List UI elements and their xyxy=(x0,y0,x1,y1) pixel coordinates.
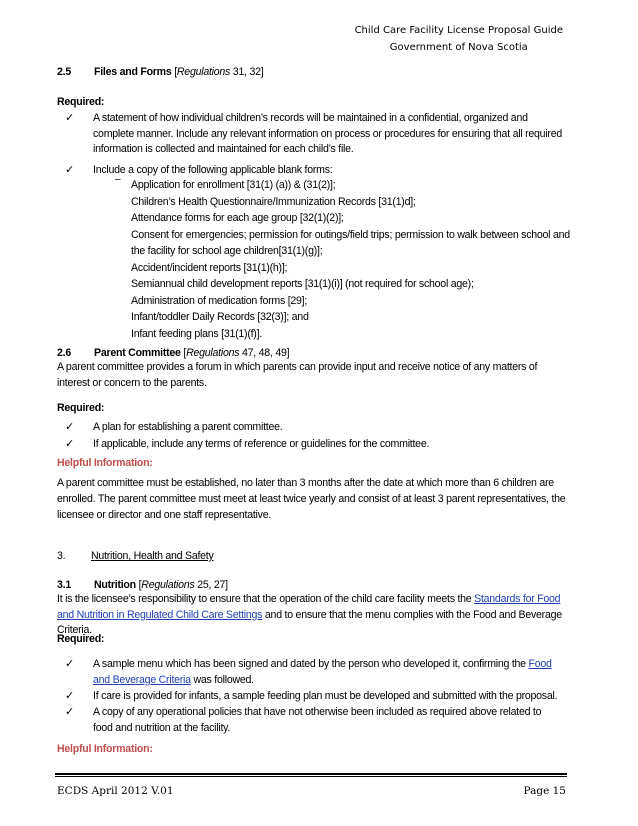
list-item: Accident/incident reports [31(1)(h)]; xyxy=(131,261,288,274)
footer-version: ECDS April 2012 V.01 xyxy=(57,785,174,797)
section-title: Files and Forms xyxy=(94,66,172,78)
bullet-committee-plan: A plan for establishing a parent committee. xyxy=(93,421,283,433)
section-number: 2.5 xyxy=(57,66,71,78)
list-item: Consent for emergencies; permission for outings/field trips; permission to walk between school and the facility for school age children[31(1)(g)]; xyxy=(131,228,570,257)
bullet-text: A sample menu which has been signed and dated by the person who developed it, confirming the xyxy=(93,658,529,670)
parent-committee-intro: A parent committee provides a forum in which parents can provide input and receive notice of any matters of interest or concern to the parents. xyxy=(57,361,538,389)
bullet-sample-menu xyxy=(93,657,563,688)
list-item: Children’s Health Questionnaire/Immunization Records [31(1)d]; xyxy=(131,195,416,208)
parent-committee-helpful-text: A parent committee must be established, no later than 3 months after the date at which more than 6 children are enrolled. The parent committee must meet at least twice yearly and consist of at least 3 parent representatives, the licensee or director and one staff representative. xyxy=(57,477,566,521)
required-label: Required: xyxy=(57,96,105,108)
list-item: Semiannual child development reports [31(1)(i)] (not required for school age); xyxy=(131,278,474,290)
reg-label: Regulations xyxy=(176,66,231,78)
bullet-blank-forms: Include a copy of the following applicable blank forms: xyxy=(93,164,333,176)
page-header xyxy=(355,22,563,56)
intro-text: and to ensure that the menu complies with the Food and Beverage Criteria. xyxy=(57,608,562,636)
footer-rule xyxy=(55,773,567,775)
section-title: Nutrition xyxy=(94,579,136,591)
standards-food-nutrition-link[interactable]: Standards for Food and Nutrition in Regulated Child Care Settings xyxy=(57,593,561,621)
footer-page-number: Page 15 xyxy=(523,785,566,797)
section-number: 3.1 xyxy=(57,579,71,591)
required-label: Required: xyxy=(57,633,105,645)
reg-numbers: 47, 48, 49] xyxy=(239,347,290,359)
reg-bracket: [ xyxy=(183,347,187,359)
required-label: Required: xyxy=(57,402,105,414)
nutrition-intro xyxy=(57,592,572,639)
section-title: Parent Committee xyxy=(94,347,181,359)
helpful-information-label: Helpful Information: xyxy=(57,743,153,755)
bullet-records-statement: A statement of how individual children’s records will be maintained in a confidential, organized and complete manner. Include any relevant information on process or procedures for ensuring that all required information is collected and maintained for each child’s file. xyxy=(93,112,562,155)
bullet-infant-feeding-plan: If care is provided for infants, a sample feeding plan must be developed and submitted with the proposal. xyxy=(93,690,558,702)
section-number: 2.6 xyxy=(57,347,71,359)
forms-list xyxy=(131,177,571,342)
footer-rule-thin xyxy=(55,776,567,777)
helpful-information-label: Helpful Information: xyxy=(57,457,153,469)
header-subtitle: Government of Nova Scotia xyxy=(389,42,528,53)
reg-bracket: [ xyxy=(174,66,177,78)
reg-label: Regulations xyxy=(186,347,240,359)
checkmark-icon: ✓ xyxy=(65,438,75,450)
checkmark-icon: ✓ xyxy=(65,658,75,670)
list-item: Infant feeding plans [31(1)(f)]. xyxy=(131,327,262,340)
reg-numbers: 25, 27] xyxy=(194,579,228,591)
bullet-operational-policies: A copy of any operational policies that have not otherwise been included as required above related to food and nutrition at the facility. xyxy=(93,706,542,734)
bullet-text: was followed. xyxy=(190,673,254,686)
dash-marker: – xyxy=(115,174,121,185)
section-number: 3. xyxy=(57,550,66,562)
checkmark-icon: ✓ xyxy=(65,164,75,176)
reg-label: Regulations xyxy=(141,579,195,591)
list-item: Attendance forms for each age group [32(1)(2)]; xyxy=(131,212,344,224)
checkmark-icon: ✓ xyxy=(65,706,75,718)
checkmark-icon: ✓ xyxy=(65,112,75,124)
section-2-5-heading xyxy=(57,65,263,81)
reg-numbers: 31, 32] xyxy=(230,66,264,78)
section-3-heading xyxy=(57,549,214,565)
bullet-terms-of-reference: If applicable, include any terms of reference or guidelines for the committee. xyxy=(93,438,430,450)
list-item: Application for enrollment [31(1) (a)) & (31(2)]; xyxy=(131,179,336,191)
intro-text: It is the licensee’s responsibility to ensure that the operation of the child care facility meets the xyxy=(57,593,475,605)
checkmark-icon: ✓ xyxy=(65,421,75,433)
reg-bracket: [ xyxy=(138,579,142,591)
list-item: Administration of medication forms [29]; xyxy=(131,294,308,307)
header-title: Child Care Facility License Proposal Guide xyxy=(354,25,563,36)
food-beverage-criteria-link[interactable]: Food and Beverage Criteria xyxy=(93,658,552,686)
section-title: Nutrition, Health and Safety xyxy=(91,550,214,562)
list-item: Infant/toddler Daily Records [32(3)]; and xyxy=(131,311,309,323)
checkmark-icon: ✓ xyxy=(65,690,75,702)
